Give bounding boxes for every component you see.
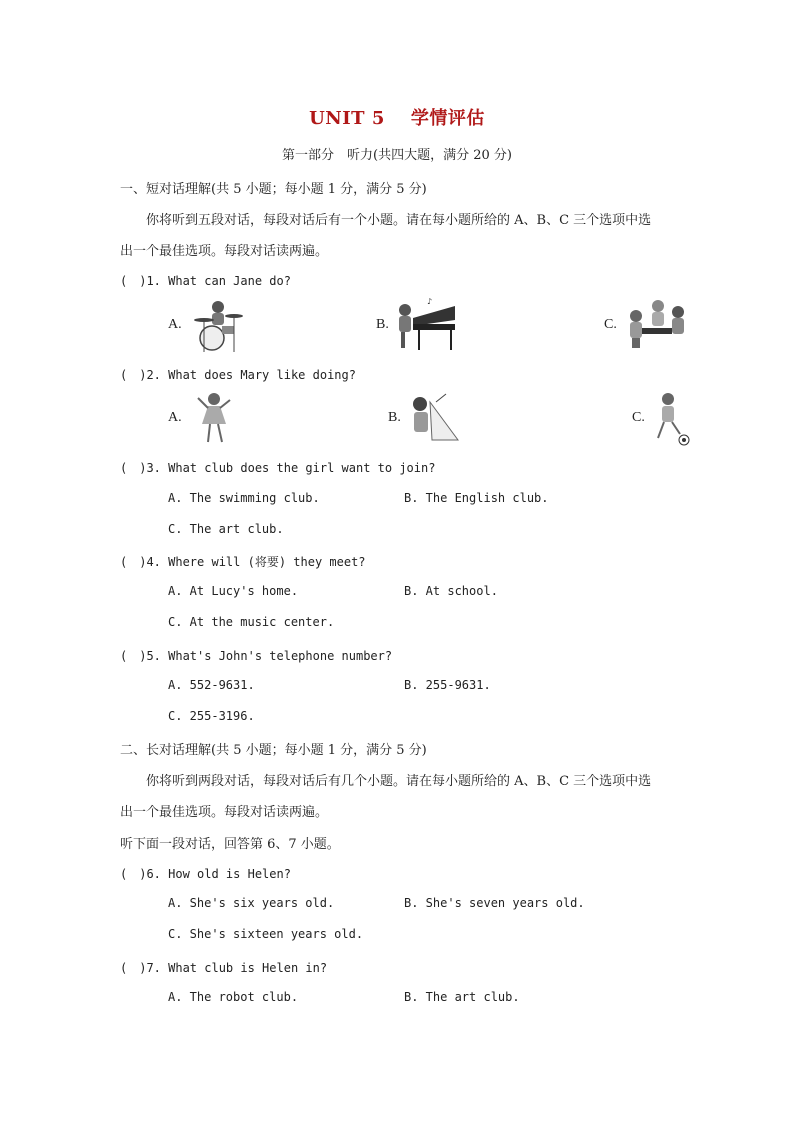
answer-blank[interactable]: ( ) bbox=[120, 649, 147, 663]
part-subtitle: 第一部分 听力(共四大题，满分 20 分) bbox=[282, 148, 512, 163]
question-text: 3. What club does the girl want to join? bbox=[146, 461, 436, 475]
question-3 bbox=[120, 459, 435, 476]
page-title bbox=[0, 104, 794, 130]
q6-option-c[interactable]: C. She's sixteen years old. bbox=[168, 927, 364, 941]
question-text: 5. What's John's telephone number? bbox=[146, 649, 393, 663]
q4-option-c[interactable]: C. At the music center. bbox=[168, 615, 335, 629]
unit-label: UNIT 5 bbox=[309, 108, 385, 129]
q2-option-c-label: C. bbox=[632, 410, 645, 425]
question-text: 1. What can Jane do? bbox=[146, 274, 291, 288]
answer-blank[interactable]: ( ) bbox=[120, 555, 147, 569]
question-2 bbox=[120, 366, 356, 383]
q1-option-c-label: C. bbox=[604, 317, 617, 332]
q5-option-c[interactable]: C. 255-3196. bbox=[168, 709, 255, 723]
q5-option-b[interactable]: B. 255-9631. bbox=[404, 678, 491, 692]
answer-blank[interactable]: ( ) bbox=[120, 867, 147, 881]
title-name: 学情评估 bbox=[410, 108, 485, 129]
q4-option-b[interactable]: B. At school. bbox=[404, 584, 498, 598]
question-text: 6. How old is Helen? bbox=[146, 867, 291, 881]
q6-option-a[interactable]: A. She's six years old. bbox=[168, 896, 335, 910]
q1-option-a-label: A. bbox=[168, 317, 182, 332]
soccer-kid-icon[interactable] bbox=[652, 390, 692, 448]
question-7 bbox=[120, 959, 327, 976]
q3-option-a[interactable]: A. The swimming club. bbox=[168, 491, 320, 505]
section1-instruction-line2: 出一个最佳选项。每段对话读两遍。 bbox=[120, 244, 329, 259]
answer-blank[interactable]: ( ) bbox=[120, 274, 147, 288]
question-1 bbox=[120, 272, 291, 289]
q2-option-a-label: A. bbox=[168, 410, 182, 425]
q2-option-b-label: B. bbox=[388, 410, 401, 425]
svg-text:♪: ♪ bbox=[427, 297, 433, 306]
q1-option-b-label: B. bbox=[376, 317, 389, 332]
q7-option-a[interactable]: A. The robot club. bbox=[168, 990, 299, 1004]
q3-option-b[interactable]: B. The English club. bbox=[404, 491, 549, 505]
question-5 bbox=[120, 647, 392, 664]
dialog-note: 听下面一段对话，回答第 6、7 小题。 bbox=[120, 837, 340, 852]
answer-blank[interactable]: ( ) bbox=[120, 961, 147, 975]
q4-option-a[interactable]: A. At Lucy's home. bbox=[168, 584, 299, 598]
question-text: 7. What club is Helen in? bbox=[146, 961, 328, 975]
q6-option-b[interactable]: B. She's seven years old. bbox=[404, 896, 585, 910]
section2-instruction-line2: 出一个最佳选项。每段对话读两遍。 bbox=[120, 805, 329, 820]
section2-instruction-line1: 你将听到两段对话，每段对话后有几个小题。请在每小题所给的 A、B、C 三个选项中选 bbox=[146, 774, 652, 789]
dancing-girl-icon[interactable] bbox=[194, 390, 234, 446]
q3-option-c[interactable]: C. The art club. bbox=[168, 522, 284, 536]
section2-heading: 二、长对话理解(共 5 小题；每小题 1 分，满分 5 分) bbox=[120, 743, 427, 758]
q7-option-b[interactable]: B. The art club. bbox=[404, 990, 520, 1004]
question-text: 2. What does Mary like doing? bbox=[146, 368, 356, 382]
question-4 bbox=[120, 553, 366, 570]
question-text: 4. Where will (将要) they meet? bbox=[146, 555, 366, 569]
chess-players-icon[interactable] bbox=[624, 298, 690, 352]
pianist-icon[interactable] bbox=[393, 296, 459, 352]
drawing-girl-icon[interactable] bbox=[406, 392, 462, 444]
q5-option-a[interactable]: A. 552-9631. bbox=[168, 678, 255, 692]
question-6 bbox=[120, 865, 291, 882]
section1-heading: 一、短对话理解(共 5 小题；每小题 1 分，满分 5 分) bbox=[120, 182, 427, 197]
answer-blank[interactable]: ( ) bbox=[120, 461, 147, 475]
section1-instruction-line1: 你将听到五段对话，每段对话后有一个小题。请在每小题所给的 A、B、C 三个选项中选 bbox=[146, 213, 652, 228]
drummer-icon[interactable] bbox=[190, 298, 246, 354]
answer-blank[interactable]: ( ) bbox=[120, 368, 147, 382]
